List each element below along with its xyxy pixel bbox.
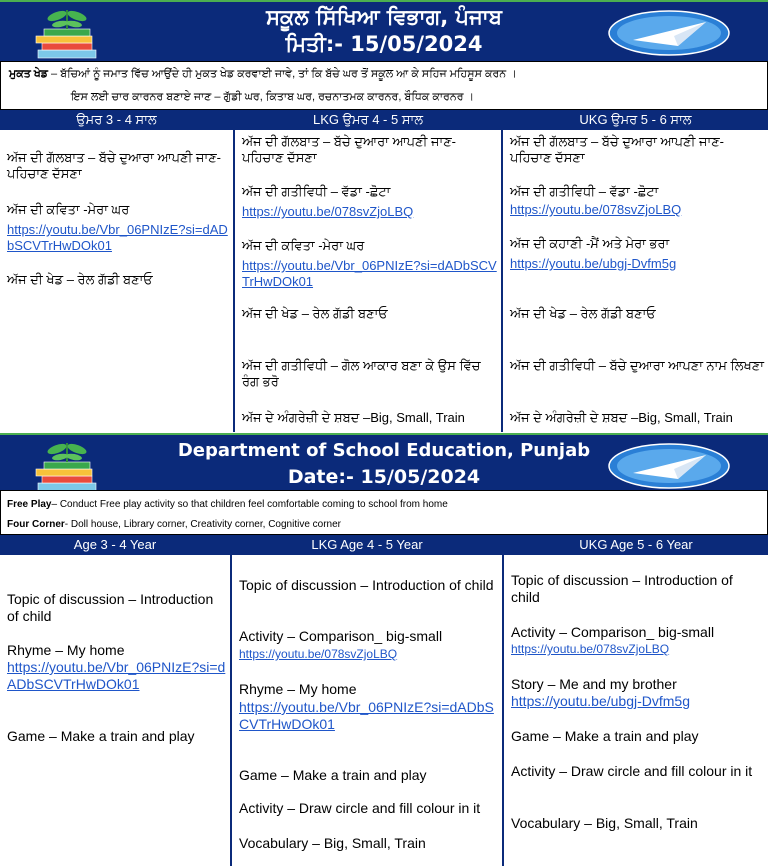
rhyme-text: ਅੱਜ ਦੀ ਕਵਿਤਾ -ਮੇਰਾ ਘਰ	[7, 202, 130, 217]
discussion-text: Topic of discussion – Introduction of child	[7, 591, 214, 624]
story-text: ਅੱਜ ਦੀ ਕਹਾਣੀ -ਮੈਂ ਅਤੇ ਮੇਰਾ ਭਰਾ	[510, 236, 670, 251]
four-corner-label: Four Corner	[7, 519, 65, 530]
notice-line-2: ਇਸ ਲਈ ਚਾਰ ਕਾਰਨਰ ਬਣਾਏ ਜਾਣ – ਗੁੱਡੀ ਘਰ, ਕਿਤਾਬ ਘਰ, ਰਚਨਾਤਮਕ ਕਾਰਨਰ, ਬੌਧਿਕ ਕਾਰਨਰ ।	[71, 91, 475, 103]
activity-link[interactable]: https://youtu.be/078svZjoLBQ	[511, 642, 670, 656]
story-link[interactable]: https://youtu.be/ubgj-Dvfm5g	[511, 693, 690, 709]
vocab-text: Vocabulary – Big, Small, Train	[511, 815, 698, 831]
rhyme-text: ਅੱਜ ਦੀ ਕਵਿਤਾ -ਮੇਰਾ ਘਰ	[242, 238, 365, 253]
activity-text: ਅੱਜ ਦੀ ਗਤੀਵਿਧੀ – ਵੱਡਾ -ਛੋਟਾ	[510, 184, 659, 199]
notice-line-1	[9, 68, 517, 81]
free-play-notice	[0, 61, 768, 110]
column-header: UKG ਉਮਰ 5 - 6 ਸਾਲ	[503, 110, 768, 130]
story-text: Story – Me and my brother	[511, 676, 677, 692]
game-text: Game – Make a train and play	[7, 728, 195, 744]
notice-line-2	[7, 519, 341, 530]
age-columns	[0, 535, 768, 866]
column-header: LKG Age 4 - 5 Year	[232, 535, 502, 555]
activity-link[interactable]: https://youtu.be/078svZjoLBQ	[510, 202, 682, 217]
punjabi-section	[0, 0, 768, 432]
activity2-text: ਅੱਜ ਦੀ ਗਤੀਵਿਧੀ – ਗੋਲ ਆਕਾਰ ਬਣਾ ਕੇ ਉਸ ਵਿੱਚ ਰੰਗ ਭਰੋ	[242, 358, 481, 389]
paper-plane-logo-icon	[608, 443, 730, 489]
column-header: ਉਮਰ 3 - 4 ਸਾਲ	[0, 110, 233, 130]
game-text: ਅੱਜ ਦੀ ਖੇਡ – ਰੇਲ ਗੱਡੀ ਬਣਾਓ	[7, 272, 153, 287]
column-lkg	[233, 110, 501, 432]
vocab-text: ਅੱਜ ਦੇ ਅੰਗਰੇਜ਼ੀ ਦੇ ਸ਼ਬਦ –Big, Small, Train	[510, 410, 733, 425]
activity-text: Activity – Comparison_ big-small	[239, 628, 443, 644]
header-banner	[0, 0, 768, 61]
rhyme-text: Rhyme – My home	[239, 681, 357, 697]
free-play-text: – ਬੱਚਿਆਂ ਨੂੰ ਜਮਾਤ ਵਿੱਚ ਆਉਂਦੇ ਹੀ ਮੁਕਤ ਖੇਡ ਕਰਵਾਈ ਜਾਵੇ, ਤਾਂ ਕਿ ਬੱਚੇ ਘਰ ਤੋਂ ਸਕੂਲ ਆ ਕੇ ਸਹਿਜ ਮਹਿਸੂਸ ਕਰਨ ।	[47, 68, 517, 80]
activity-text: Activity – Comparison_ big-small	[511, 624, 715, 640]
column-age-3-4	[0, 110, 233, 432]
page-date: ਮਿਤੀ:- 15/05/2024	[285, 32, 483, 56]
four-corner-text: - Doll house, Library corner, Creativity corner, Cognitive corner	[64, 519, 342, 530]
discussion-text: ਅੱਜ ਦੀ ਗੱਲਬਾਤ – ਬੱਚੇ ਦੁਆਰਾ ਆਪਣੀ ਜਾਣ-ਪਹਿਚਾਣ ਦੱਸਣਾ	[7, 150, 221, 181]
activity-link[interactable]: https://youtu.be/078svZjoLBQ	[239, 647, 398, 661]
game-text: Game – Make a train and play	[511, 728, 699, 744]
vocab-text: ਅੱਜ ਦੇ ਅੰਗਰੇਜ਼ੀ ਦੇ ਸ਼ਬਦ –Big, Small, Train	[242, 410, 465, 425]
rhyme-link[interactable]: https://youtu.be/Vbr_06PNIzE?si=dADbSCVTrHwDOk01	[239, 699, 494, 732]
discussion-text: Topic of discussion – Introduction of child	[511, 572, 733, 605]
activity2-text: Activity – Draw circle and fill colour in it	[239, 800, 481, 816]
story-link[interactable]: https://youtu.be/ubgj-Dvfm5g	[510, 256, 677, 271]
age-columns	[0, 110, 768, 432]
vocab-text: Vocabulary – Big, Small, Train	[239, 835, 426, 851]
page-date: Date:- 15/05/2024	[287, 466, 481, 488]
column-header: UKG Age 5 - 6 Year	[504, 535, 768, 555]
free-play-label: ਮੁਕਤ ਖੇਡ	[9, 68, 48, 80]
game-text: Game – Make a train and play	[239, 767, 427, 783]
rhyme-link[interactable]: https://youtu.be/Vbr_06PNIzE?si=dADbSCVTrHwDOk01	[7, 222, 228, 253]
column-ukg	[501, 110, 768, 432]
activity-link[interactable]: https://youtu.be/078svZjoLBQ	[242, 204, 414, 219]
page-title: Department of School Education, Punjab	[177, 440, 591, 461]
game-text: ਅੱਜ ਦੀ ਖੇਡ – ਰੇਲ ਗੱਡੀ ਬਣਾਓ	[242, 306, 388, 321]
rhyme-link[interactable]: https://youtu.be/Vbr_06PNIzE?si=dADbSCVTrHwDOk01	[7, 659, 226, 692]
free-play-text: – Conduct Free play activity so that children feel comfortable coming to school from home	[51, 499, 448, 510]
discussion-text: ਅੱਜ ਦੀ ਗੱਲਬਾਤ – ਬੱਚੇ ਦੁਆਰਾ ਆਪਣੀ ਜਾਣ-ਪਹਿਚਾਣ ਦੱਸਣਾ	[510, 134, 724, 165]
column-lkg	[230, 535, 502, 866]
column-header: Age 3 - 4 Year	[0, 535, 230, 555]
rhyme-link[interactable]: https://youtu.be/Vbr_06PNIzE?si=dADbSCVTrHwDOk01	[242, 258, 497, 289]
column-age-3-4	[0, 535, 230, 866]
discussion-text: Topic of discussion – Introduction of child	[239, 577, 494, 593]
page-title: ਸਕੂਲ ਸਿੱਖਿਆ ਵਿਭਾਗ, ਪੰਜਾਬ	[266, 5, 502, 29]
free-play-label: Free Play	[7, 499, 52, 510]
english-section	[0, 433, 768, 866]
activity2-text: ਅੱਜ ਦੀ ਗਤੀਵਿਧੀ – ਬੱਚੇ ਦੁਆਰਾ ਆਪਣਾ ਨਾਮ ਲਿਖਣਾ	[510, 358, 764, 373]
activity2-text: Activity – Draw circle and fill colour in it	[511, 763, 753, 779]
rhyme-text: Rhyme – My home	[7, 642, 125, 658]
paper-plane-logo-icon	[608, 10, 730, 56]
game-text: ਅੱਜ ਦੀ ਖੇਡ – ਰੇਲ ਗੱਡੀ ਬਣਾਓ	[510, 306, 656, 321]
column-header: LKG ਉਮਰ 4 - 5 ਸਾਲ	[235, 110, 501, 130]
column-ukg	[502, 535, 768, 866]
discussion-text: ਅੱਜ ਦੀ ਗੱਲਬਾਤ – ਬੱਚੇ ਦੁਆਰਾ ਆਪਣੀ ਜਾਣ-ਪਹਿਚਾਣ ਦੱਸਣਾ	[242, 134, 456, 165]
activity-text: ਅੱਜ ਦੀ ਗਤੀਵਿਧੀ – ਵੱਡਾ -ਛੋਟਾ	[242, 184, 391, 199]
free-play-notice	[0, 490, 768, 535]
notice-line-1	[7, 499, 448, 510]
header-banner	[0, 433, 768, 490]
